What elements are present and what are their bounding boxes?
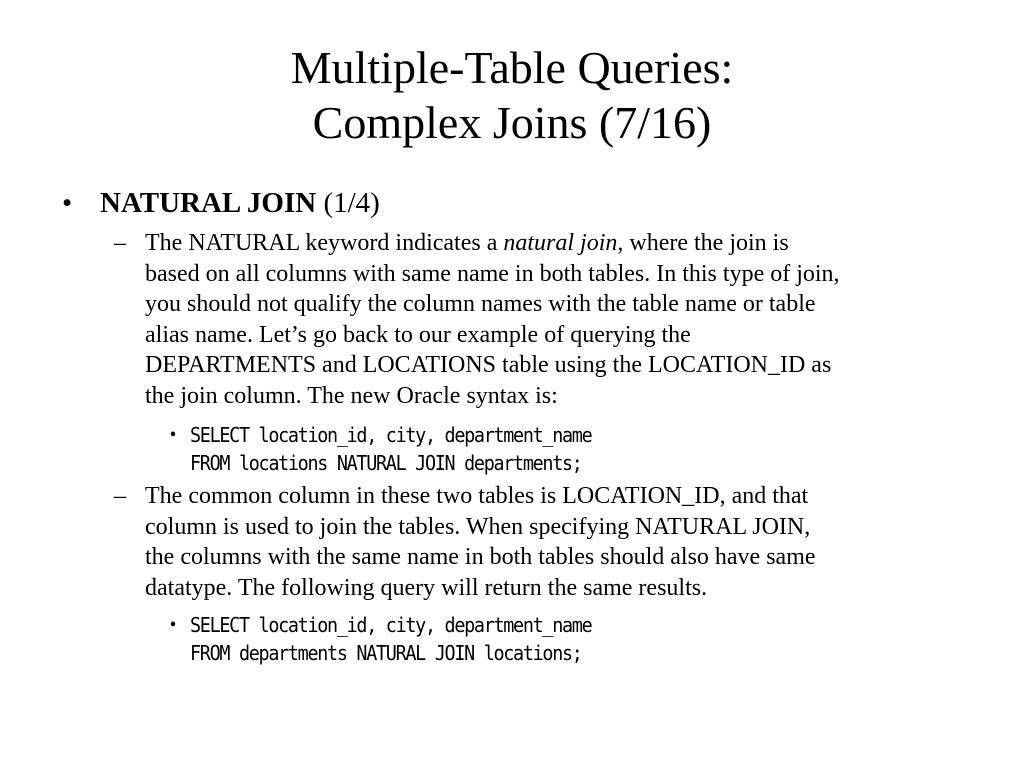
code-example-1 (169, 421, 592, 477)
text-line (145, 228, 985, 259)
bullet-marker: • (62, 187, 73, 219)
title-line-2: Complex Joins (7/16) (312, 97, 712, 148)
text-line: the join column. The new Oracle syntax is: (145, 382, 558, 409)
bullet-suffix: (1/4) (316, 187, 380, 219)
bullet-natural-join (62, 185, 380, 221)
code-example-2 (169, 611, 592, 667)
slide-title (0, 40, 1024, 150)
code-line: SELECT location_id, city, department_name (190, 423, 592, 447)
text-segment: The NATURAL keyword indicates a (145, 230, 504, 256)
code-line: FROM departments NATURAL JOIN locations; (190, 641, 582, 665)
text-line: based on all columns with same name in both tables. In this type of join, (145, 260, 840, 287)
text-line: DEPARTMENTS and LOCATIONS table using the LOCATION_ID as (145, 352, 832, 378)
code-line: SELECT location_id, city, department_name (190, 613, 592, 637)
dash-marker: – (114, 230, 126, 256)
code-bullet-marker: • (169, 614, 177, 636)
title-line-1: Multiple-Table Queries: (290, 42, 734, 93)
italic-term: natural join (503, 230, 618, 256)
text-line: datatype. The following query will return the same results. (145, 574, 708, 601)
bullet-heading: NATURAL JOIN (100, 187, 317, 219)
sub-bullet-natural-keyword (114, 228, 985, 411)
text-line: The common column in these two tables is LOCATION_ID, and that (145, 483, 809, 509)
text-line: alias name. Let’s go back to our example of querying the (145, 321, 691, 348)
text-line: the columns with the same name in both tables should also have same (145, 544, 816, 570)
text-line: you should not qualify the column names with the table name or table (145, 291, 816, 317)
dash-marker: – (114, 483, 126, 509)
code-bullet-marker: • (169, 424, 177, 446)
code-line: FROM locations NATURAL JOIN departments; (190, 451, 582, 475)
text-line: column is used to join the tables. When specifying NATURAL JOIN, (145, 513, 811, 540)
sub-bullet-common-column (114, 481, 985, 603)
text-segment: , where the join is (617, 230, 789, 256)
